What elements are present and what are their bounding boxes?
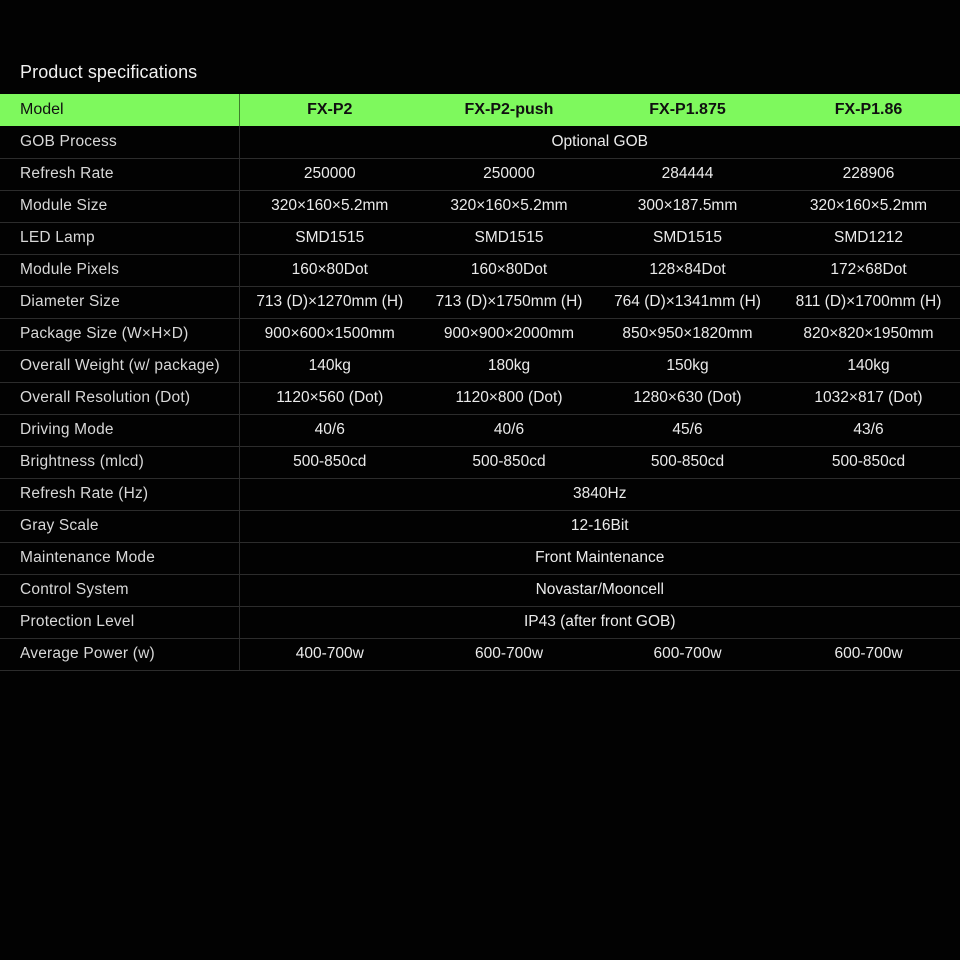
header-cell-fx-p1-875: FX-P1.875 xyxy=(649,101,726,118)
spec-value-merged: Optional GOB xyxy=(551,132,648,150)
row-label: Refresh Rate (Hz) xyxy=(0,478,239,510)
spec-value: 40/6 xyxy=(493,421,525,438)
table-row xyxy=(0,286,960,318)
table-row xyxy=(0,478,960,510)
header-cell-model: Model xyxy=(0,94,239,126)
spec-value: 45/6 xyxy=(672,421,703,438)
spec-value: 811 (D)×1700mm (H) xyxy=(795,293,942,310)
table-row xyxy=(0,510,960,542)
table-header-row xyxy=(0,94,960,126)
spec-value: 820×820×1950mm xyxy=(803,325,934,342)
spec-value: 1120×800 (Dot) xyxy=(455,389,563,406)
spec-value: SMD1515 xyxy=(653,229,722,246)
spec-value-merged: Novastar/Mooncell xyxy=(535,581,664,598)
table-row xyxy=(0,350,960,382)
spec-value: 320×160×5.2mm xyxy=(450,197,568,214)
row-label: Protection Level xyxy=(0,606,239,638)
table-row xyxy=(0,222,960,254)
row-label: Package Size (W×H×D) xyxy=(0,318,239,350)
table-row xyxy=(0,606,960,638)
spec-value: 600-700w xyxy=(474,645,544,662)
spec-value: 320×160×5.2mm xyxy=(809,197,928,214)
spec-value: 140kg xyxy=(308,357,351,374)
spec-value: 900×900×2000mm xyxy=(443,325,575,342)
page-title: Product specifications xyxy=(20,62,198,82)
row-label: Module Pixels xyxy=(0,254,239,286)
spec-value: 320×160×5.2mm xyxy=(271,197,389,214)
spec-value: 180kg xyxy=(487,357,531,374)
row-label: Refresh Rate xyxy=(0,158,239,190)
table-row xyxy=(0,126,960,158)
row-label: Diameter Size xyxy=(0,286,239,318)
spec-table xyxy=(0,94,960,671)
row-label: Module Size xyxy=(0,190,239,222)
spec-value: 140kg xyxy=(847,357,890,374)
spec-value: 150kg xyxy=(666,357,709,374)
spec-value: 228906 xyxy=(842,165,895,182)
row-label: LED Lamp xyxy=(0,222,239,254)
spec-value: 500-850cd xyxy=(472,453,546,470)
spec-value: 500-850cd xyxy=(831,453,906,470)
table-row xyxy=(0,542,960,574)
spec-value-merged: IP43 (after front GOB) xyxy=(523,613,676,630)
header-cell-fx-p1-86: FX-P1.86 xyxy=(834,101,903,118)
spec-value: 713 (D)×1750mm (H) xyxy=(435,293,583,310)
table-row xyxy=(0,254,960,286)
spec-value: 1120×560 (Dot) xyxy=(276,389,384,406)
row-label: Gray Scale xyxy=(0,510,239,542)
spec-value: 1280×630 (Dot) xyxy=(633,389,742,406)
table-row xyxy=(0,158,960,190)
row-label: Overall Weight (w/ package) xyxy=(0,350,239,382)
spec-value: 43/6 xyxy=(853,421,884,438)
spec-value: 40/6 xyxy=(314,421,345,438)
spec-value: 900×600×1500mm xyxy=(264,325,395,342)
spec-value: SMD1515 xyxy=(295,229,365,246)
table-row xyxy=(0,574,960,606)
table-row xyxy=(0,382,960,414)
spec-value: 600-700w xyxy=(834,645,903,662)
spec-value: 160×80Dot xyxy=(470,261,548,278)
table-row xyxy=(0,414,960,446)
spec-value: 500-850cd xyxy=(650,453,725,470)
spec-value-merged: 12-16Bit xyxy=(570,517,629,534)
spec-value: SMD1212 xyxy=(834,229,903,246)
spec-value: 850×950×1820mm xyxy=(622,325,753,342)
spec-table-body xyxy=(0,126,960,670)
row-label: GOB Process xyxy=(0,126,239,158)
row-label: Brightness (mlcd) xyxy=(0,446,239,478)
spec-value: 128×84Dot xyxy=(649,261,726,278)
table-row xyxy=(0,318,960,350)
row-label: Average Power (w) xyxy=(0,638,239,670)
table-row xyxy=(0,638,960,670)
header-cell-fx-p2-push: FX-P2-push xyxy=(464,101,554,118)
spec-value: 764 (D)×1341mm (H) xyxy=(614,293,761,310)
spec-value: SMD1515 xyxy=(474,229,544,246)
spec-value: 250000 xyxy=(303,165,356,182)
spec-value-merged: Front Maintenance xyxy=(535,549,665,566)
spec-value: 1032×817 (Dot) xyxy=(814,389,923,406)
row-label: Control System xyxy=(0,574,239,606)
spec-value: 300×187.5mm xyxy=(637,197,738,214)
spec-value: 172×68Dot xyxy=(830,261,907,278)
spec-value: 600-700w xyxy=(653,645,722,662)
table-row xyxy=(0,446,960,478)
spec-value: 250000 xyxy=(483,165,535,182)
spec-value: 284444 xyxy=(661,165,714,182)
spec-value: 713 (D)×1270mm (H) xyxy=(256,293,404,310)
spec-value: 160×80Dot xyxy=(291,261,368,278)
table-row xyxy=(0,190,960,222)
spec-value: 400-700w xyxy=(295,645,364,662)
header-cell-fx-p2: FX-P2 xyxy=(307,101,353,118)
spec-value: 500-850cd xyxy=(293,453,367,470)
row-label: Maintenance Mode xyxy=(0,542,239,574)
spec-value-merged: 3840Hz xyxy=(573,485,627,502)
row-label: Overall Resolution (Dot) xyxy=(0,382,239,414)
row-label: Driving Mode xyxy=(0,414,239,446)
